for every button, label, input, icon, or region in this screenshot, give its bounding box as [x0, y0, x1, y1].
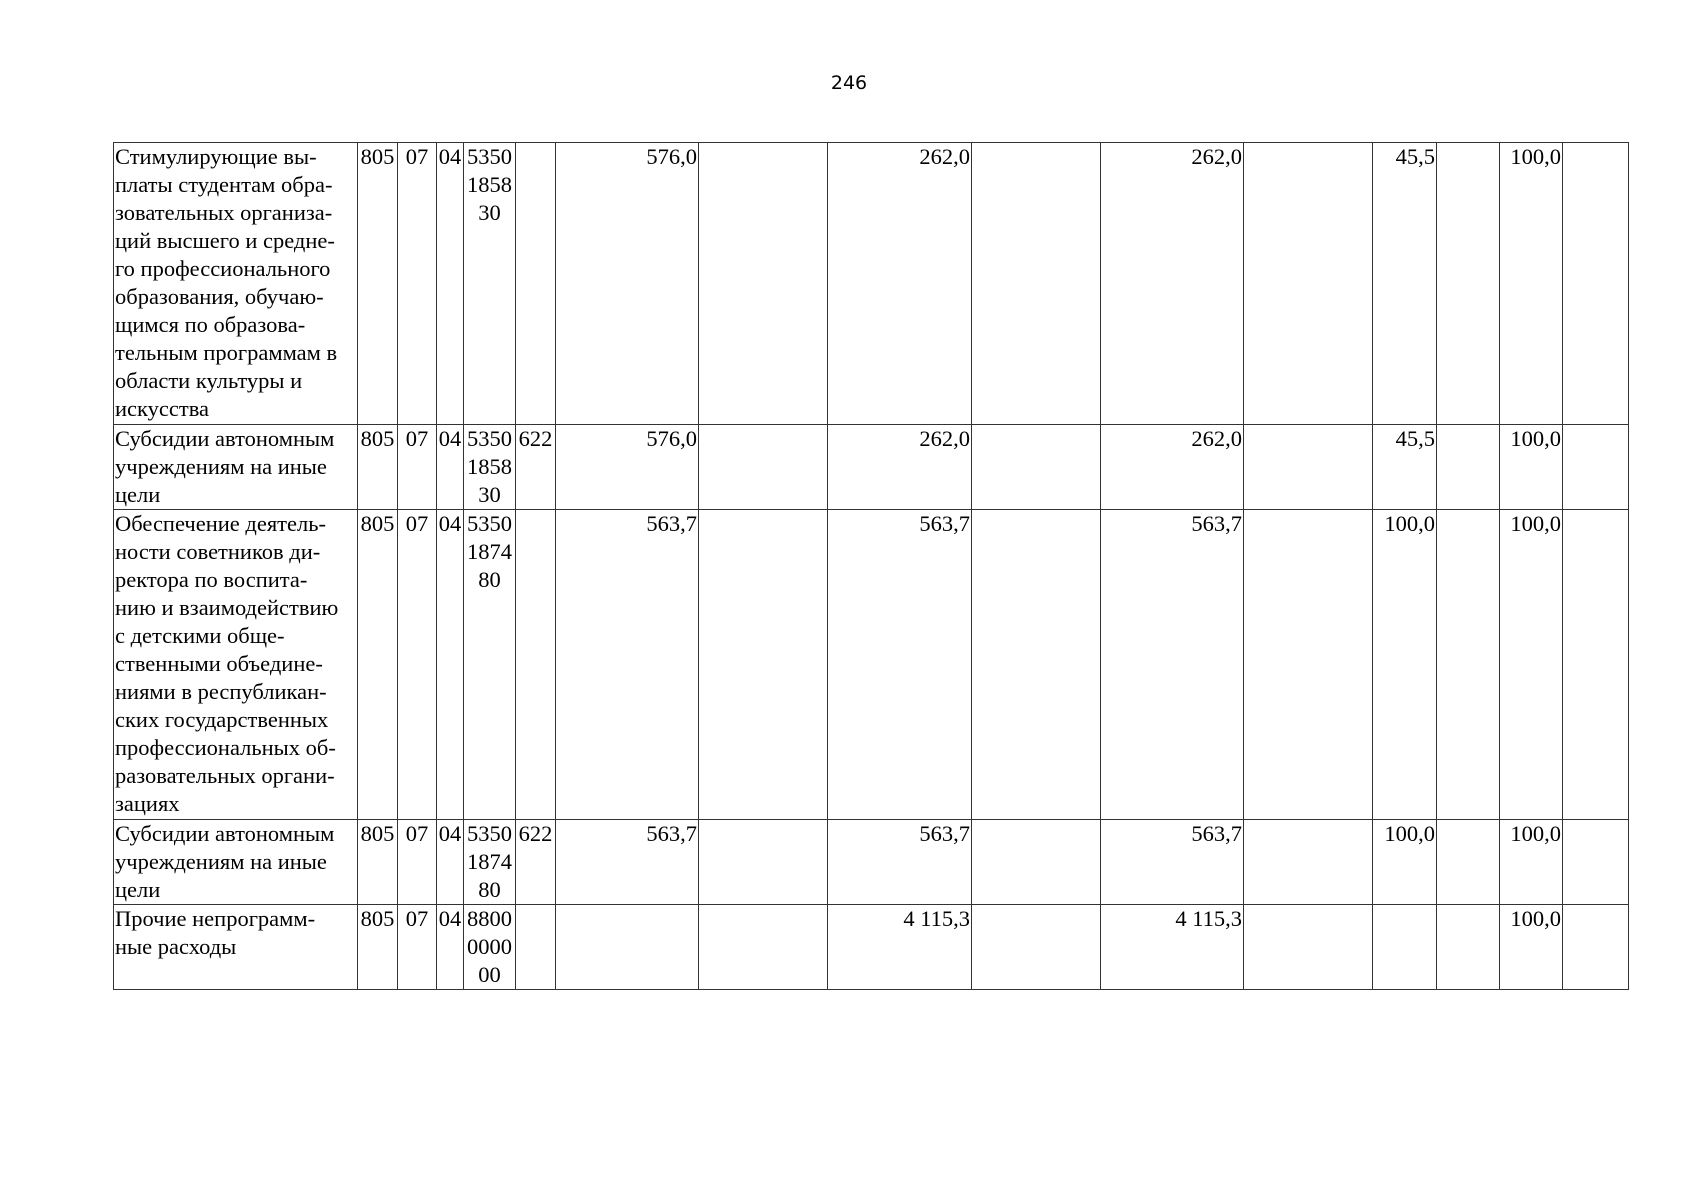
- empty-cell: [1244, 510, 1373, 820]
- empty-cell: [1437, 905, 1500, 990]
- table-row: [114, 425, 1629, 510]
- subsection-code-cell: 04: [437, 510, 464, 820]
- empty-cell: [972, 143, 1101, 425]
- subsection-code-cell: 04: [437, 820, 464, 905]
- empty-cell: [1563, 905, 1629, 990]
- percent-approved-cell: 45,5: [1373, 143, 1437, 425]
- approved-amount-cell: 563,7: [556, 510, 699, 820]
- section-code-cell: 07: [398, 820, 437, 905]
- percent-refined-cell: 100,0: [1500, 143, 1563, 425]
- empty-cell: [972, 905, 1101, 990]
- ministry-code-cell: 805: [358, 510, 398, 820]
- percent-approved-cell: 100,0: [1373, 820, 1437, 905]
- percent-approved-cell: 100,0: [1373, 510, 1437, 820]
- subsection-code-cell: 04: [437, 905, 464, 990]
- refined-amount-cell: 4 115,3: [828, 905, 972, 990]
- row-name-cell: Субсидии автономным учреждениям на иные цели: [114, 820, 358, 905]
- empty-cell: [1437, 820, 1500, 905]
- approved-amount-cell: [556, 905, 699, 990]
- row-name-cell: Обеспечение деятель- ности советников ди- ректора по воспита- нию и взаимодействию с детскими обще- ственными объедине- ниями в республикан- ских государственных профессиональных об- разовательных органи- зациях: [114, 510, 358, 820]
- executed-amount-cell: 563,7: [1101, 820, 1244, 905]
- percent-refined-cell: 100,0: [1500, 820, 1563, 905]
- table-row: [114, 510, 1629, 820]
- section-code-cell: 07: [398, 905, 437, 990]
- page-number: 246: [830, 72, 868, 94]
- percent-approved-cell: [1373, 905, 1437, 990]
- expense-type-cell: 622: [516, 425, 556, 510]
- executed-amount-cell: 262,0: [1101, 425, 1244, 510]
- empty-cell: [1437, 510, 1500, 820]
- ministry-code-cell: 805: [358, 143, 398, 425]
- empty-cell: [699, 425, 828, 510]
- section-code-cell: 07: [398, 425, 437, 510]
- empty-cell: [1563, 143, 1629, 425]
- empty-cell: [699, 143, 828, 425]
- empty-cell: [972, 425, 1101, 510]
- subsection-code-cell: 04: [437, 143, 464, 425]
- row-name-cell: Субсидии автономным учреждениям на иные цели: [114, 425, 358, 510]
- empty-cell: [1244, 143, 1373, 425]
- table-row: [114, 905, 1629, 990]
- section-code-cell: 07: [398, 143, 437, 425]
- ministry-code-cell: 805: [358, 905, 398, 990]
- expense-type-cell: 622: [516, 820, 556, 905]
- row-name-cell: Стимулирующие вы- платы студентам обра- зовательных организа- ций высшего и средне- го профессионального образования, обучаю- щимся по образова- тельным программам в области культуры и искусства: [114, 143, 358, 425]
- expense-type-cell: [516, 143, 556, 425]
- empty-cell: [1563, 425, 1629, 510]
- approved-amount-cell: 563,7: [556, 820, 699, 905]
- target-article-cell: 5350 1874 80: [464, 820, 516, 905]
- refined-amount-cell: 563,7: [828, 820, 972, 905]
- ministry-code-cell: 805: [358, 820, 398, 905]
- target-article-cell: 5350 1874 80: [464, 510, 516, 820]
- approved-amount-cell: 576,0: [556, 425, 699, 510]
- target-article-cell: 8800 0000 00: [464, 905, 516, 990]
- refined-amount-cell: 563,7: [828, 510, 972, 820]
- executed-amount-cell: 262,0: [1101, 143, 1244, 425]
- target-article-cell: 5350 1858 30: [464, 143, 516, 425]
- empty-cell: [1244, 905, 1373, 990]
- empty-cell: [1437, 425, 1500, 510]
- expense-type-cell: [516, 510, 556, 820]
- approved-amount-cell: 576,0: [556, 143, 699, 425]
- percent-refined-cell: 100,0: [1500, 905, 1563, 990]
- empty-cell: [1563, 510, 1629, 820]
- empty-cell: [1437, 143, 1500, 425]
- empty-cell: [1244, 820, 1373, 905]
- percent-refined-cell: 100,0: [1500, 510, 1563, 820]
- target-article-cell: 5350 1858 30: [464, 425, 516, 510]
- refined-amount-cell: 262,0: [828, 425, 972, 510]
- refined-amount-cell: 262,0: [828, 143, 972, 425]
- table-row: [114, 820, 1629, 905]
- empty-cell: [699, 905, 828, 990]
- empty-cell: [972, 820, 1101, 905]
- budget-table: [113, 142, 1629, 990]
- empty-cell: [1563, 820, 1629, 905]
- executed-amount-cell: 4 115,3: [1101, 905, 1244, 990]
- subsection-code-cell: 04: [437, 425, 464, 510]
- row-name-cell: Прочие непрограмм- ные расходы: [114, 905, 358, 990]
- empty-cell: [699, 510, 828, 820]
- executed-amount-cell: 563,7: [1101, 510, 1244, 820]
- table-row: [114, 143, 1629, 425]
- percent-approved-cell: 45,5: [1373, 425, 1437, 510]
- expense-type-cell: [516, 905, 556, 990]
- empty-cell: [699, 820, 828, 905]
- empty-cell: [1244, 425, 1373, 510]
- ministry-code-cell: 805: [358, 425, 398, 510]
- empty-cell: [972, 510, 1101, 820]
- section-code-cell: 07: [398, 510, 437, 820]
- percent-refined-cell: 100,0: [1500, 425, 1563, 510]
